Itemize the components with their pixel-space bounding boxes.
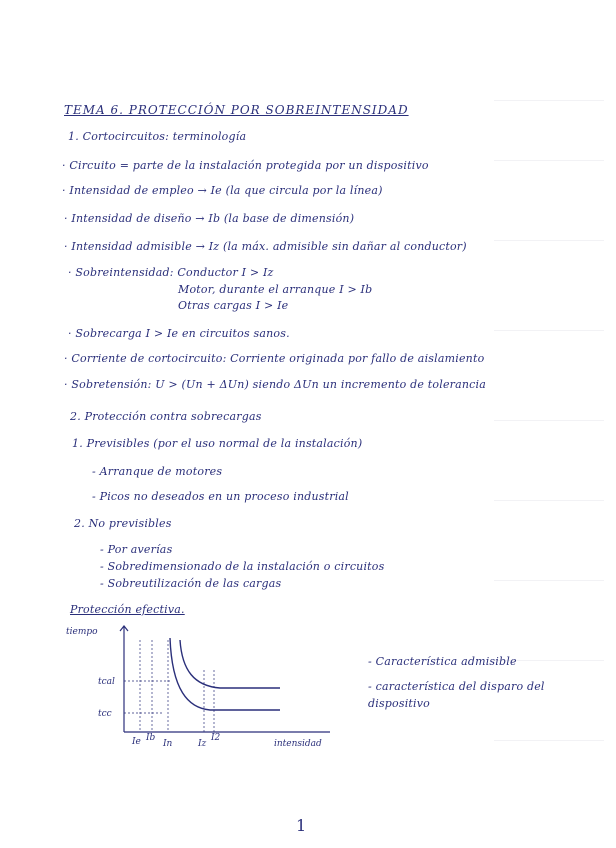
bleed-through-line	[494, 240, 604, 241]
x-tick-iz: Iz	[198, 739, 207, 749]
admissible-curve	[180, 640, 280, 688]
note-line: · Circuito = parte de la instalación protegida por un dispositivo	[62, 159, 429, 172]
legend-device-trip: - característica del disparo del dispositivo	[368, 680, 545, 710]
note-line: · Intensidad admisible → Iz (la máx. admisible sin dañar al conductor)	[64, 240, 467, 253]
note-line: - Por averías	[100, 543, 173, 556]
x-tick-ib: Ib	[146, 733, 156, 743]
note-line: · Corriente de cortocircuito: Corriente originada por fallo de aislamiento	[64, 352, 485, 365]
x-tick-ie: Ie	[132, 737, 141, 747]
section-heading: 2. Protección contra sobrecargas	[70, 410, 262, 423]
note-line: · Sobreintensidad: Conductor I > Iz	[68, 266, 274, 279]
note-line: Motor, durante el arranque I > Ib	[178, 283, 373, 296]
bleed-through-line	[494, 330, 604, 331]
note-line: Otras cargas I > Ie	[178, 299, 289, 312]
subsection-heading: 1. Previsibles (por el uso normal de la instalación)	[72, 437, 363, 450]
device-trip-curve	[170, 638, 280, 710]
note-line: - Picos no deseados en un proceso industrial	[92, 490, 349, 503]
legend-admissible: - Característica admisible	[368, 655, 517, 668]
note-line: - Arranque de motores	[92, 465, 223, 478]
bleed-through-line	[494, 740, 604, 741]
y-tick-tcc: tcc	[98, 709, 112, 719]
protection-curve-graph	[60, 600, 350, 760]
note-line: - Sobredimensionado de la instalación o circuitos	[100, 560, 385, 573]
bleed-through-line	[494, 580, 604, 581]
page-number: 1	[296, 816, 307, 835]
bleed-through-line	[494, 420, 604, 421]
x-tick-i2: I2	[211, 733, 221, 743]
bleed-through-line	[494, 500, 604, 501]
note-line: - Sobreutilización de las cargas	[100, 577, 282, 590]
note-line: · Intensidad de empleo → Ie (la que circula por la línea)	[62, 184, 383, 197]
page-title: TEMA 6. PROTECCIÓN POR SOBREINTENSIDAD	[64, 103, 409, 117]
section-heading: 1. Cortocircuitos: terminología	[68, 130, 247, 143]
note-line: · Sobretensión: U > (Un + ΔUn) siendo ΔUn un incremento de tolerancia	[64, 378, 487, 391]
subsection-heading: 2. No previsibles	[74, 517, 172, 530]
y-axis-label: tiempo	[66, 627, 98, 637]
bleed-through-line	[494, 100, 604, 101]
note-line: · Intensidad de diseño → Ib (la base de dimensión)	[64, 212, 355, 225]
y-tick-tcal: tcal	[98, 677, 115, 687]
note-line: · Sobrecarga I > Ie en circuitos sanos.	[68, 327, 290, 340]
section-heading: Protección efectiva.	[70, 603, 185, 616]
x-axis-label: intensidad	[274, 739, 322, 749]
bleed-through-line	[494, 160, 604, 161]
x-tick-in: In	[163, 739, 173, 749]
